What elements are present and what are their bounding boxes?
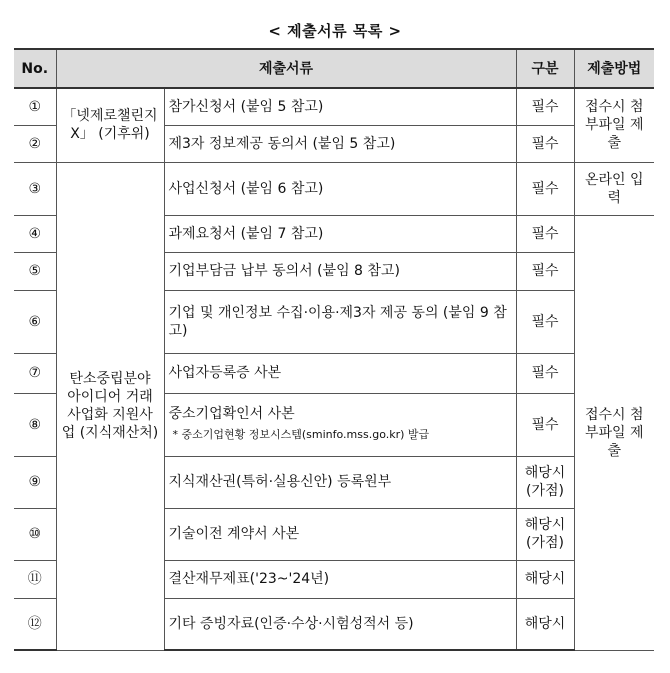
- row-number: ⑤: [14, 252, 56, 290]
- row-number: ⑧: [14, 393, 56, 456]
- method-attach-b: 접수시 첨부파일 제출: [574, 215, 654, 650]
- document-type: 필수: [516, 162, 574, 215]
- row-number: ⑨: [14, 456, 56, 508]
- group-carbon: 탄소중립분야 아이디어 거래사업화 지원사업 (지식재산처): [56, 162, 164, 650]
- document-name: 결산재무제표('23~'24년): [164, 560, 516, 598]
- document-name: 기술이전 계약서 사본: [164, 508, 516, 560]
- document-type: 해당시 (가점): [516, 508, 574, 560]
- header-method: 제출방법: [574, 49, 654, 88]
- document-type: 해당시: [516, 598, 574, 650]
- method-online: 온라인 입력: [574, 162, 654, 215]
- document-name: 지식재산권(특허·실용신안) 등록원부: [164, 456, 516, 508]
- row-number: ⑪: [14, 560, 56, 598]
- table-row: [14, 162, 654, 215]
- document-type: 필수: [516, 125, 574, 162]
- documents-table: [14, 48, 654, 651]
- row-number: ⑩: [14, 508, 56, 560]
- document-type: 필수: [516, 88, 574, 125]
- table-header-row: [14, 49, 654, 88]
- document-type: 필수: [516, 393, 574, 456]
- document-name: 제3자 정보제공 동의서 (붙임 5 참고): [164, 125, 516, 162]
- row-number: ⑥: [14, 290, 56, 353]
- document-note: * 중소기업현황 정보시스템(sminfo.mss.go.kr) 발급: [172, 428, 430, 441]
- document-type: 필수: [516, 290, 574, 353]
- row-number: ①: [14, 88, 56, 125]
- document-type: 해당시 (가점): [516, 456, 574, 508]
- document-cell: [164, 393, 516, 456]
- header-type: 구분: [516, 49, 574, 88]
- group-netzero: 「넷제로챌린지X」 (기후위): [56, 88, 164, 162]
- document-name: 중소기업확인서 사본: [168, 406, 295, 422]
- row-number: ②: [14, 125, 56, 162]
- document-type: 필수: [516, 215, 574, 252]
- row-number: ③: [14, 162, 56, 215]
- document-name: 기업부담금 납부 동의서 (붙임 8 참고): [164, 252, 516, 290]
- header-documents: 제출서류: [56, 49, 516, 88]
- document-name: 기업 및 개인정보 수집·이용·제3자 제공 동의 (붙임 9 참고): [164, 290, 516, 353]
- row-number: ⑦: [14, 353, 56, 393]
- document-type: 필수: [516, 252, 574, 290]
- header-no: No.: [14, 49, 56, 88]
- row-number: ④: [14, 215, 56, 252]
- document-name: 과제요청서 (붙임 7 참고): [164, 215, 516, 252]
- document-name: 사업자등록증 사본: [164, 353, 516, 393]
- document-name: 기타 증빙자료(인증·수상·시험성적서 등): [164, 598, 516, 650]
- method-attach-a: 접수시 첨부파일 제출: [574, 88, 654, 162]
- row-number: ⑫: [14, 598, 56, 650]
- document-type: 해당시: [516, 560, 574, 598]
- document-type: 필수: [516, 353, 574, 393]
- document-name: 참가신청서 (붙임 5 참고): [164, 88, 516, 125]
- table-row: [14, 88, 654, 125]
- document-name: 사업신청서 (붙임 6 참고): [164, 162, 516, 215]
- page-title: < 제출서류 목록 >: [268, 22, 402, 40]
